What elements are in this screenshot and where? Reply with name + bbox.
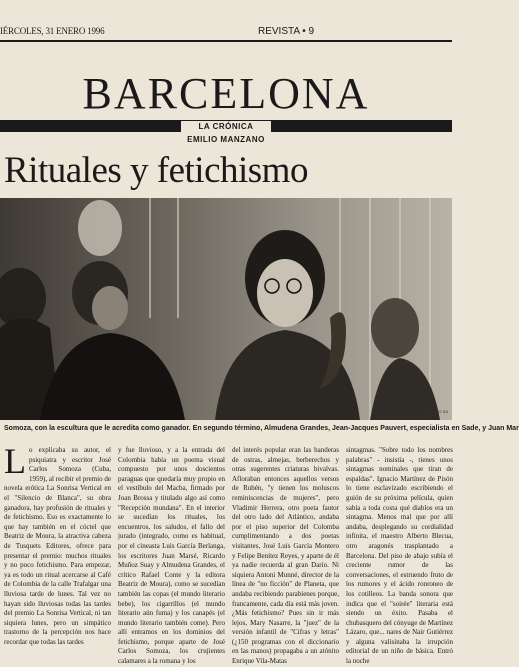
column-2-text: y fue lluvioso, y a la entrada del Colombia había un poema visual compuesto por unos doscientos paraguas que quedaría muy propio en el vestíbulo del Macba, firmado por Joan Brossa y titulado algo así como "Recepción mundana". En el interior se sucedían los rituales, los encuentros, los saludos, el fallo del jurado (integrado, como es habitual, por el cineasta Luis García Berlanga, los escritores Juan Marsé, Ricardo Muñoz Suay y Almudena Grandes, el crítico Rafael Conte y la editora Beatriz de Moura), como se sucedían también las copas (el mundo literario bebe), los cigarrillos (el mundo literario aún fuma) y los canapés (el mundo literario también come). Pero allí entramos en los dominios del fetichismo, porque aparte de José Carlos Somoza, los crujientes calamares a la romana y los (118, 446, 225, 666)
header-section: REVISTA • 9 (258, 26, 315, 37)
byline: EMILIO MANZANO (187, 135, 265, 144)
section-masthead: BARCELONA (82, 69, 370, 118)
column-3-text: del interés popular eran las banderas de ostras, almejas, berberechos y otras sugerentes criaturas bivalvas. Afloraban entonces aquellos versos de Rubén, "y tienen los moluscos reminiscencias de mujeres", pero Vladimir Herrera, otro poeta fautor del otro lado del Atlántico, andaba por el piso superior del Colomba cumplimentando a dos poetas visitantes, José Luis García Montero y Felipe Benítez Reyes, y aparte de él ya nadie recuerda al gran Darío. Ni siquiera Antoni Munné, director de la línea de "no ficción" de Planeta, que andaba recibiendo parabienes porque, francamente, cada día está más joven. ¿Más fetichismo? Pues sin ir más lejos, Mary Nasarre, la "juez" de la versión infantil de "Cifras y letras" (¿150 programas con el diccionario en las manos) propagaba a un atónito Enrique Vila-Matas (232, 446, 339, 666)
article-column-3 (232, 446, 339, 666)
photo-credit: PATRICIO SA (423, 409, 448, 414)
column-1-text: o explicaba su autor, el psiquiatra y escritor José Carlos Somoza (Cuba, 1959), al recibir el premio de novela erótica La Sonrisa Vertical en el "Silencio de Blanca", su obra ganadora, hay profusión de rituales y de fetichismo. Eso es exactamente lo que hay también en el cóctel que Beatriz de Moura, la atractiva cabeza de Tusquets Editores, ofrece para presentar el premio: muchos rituales y no poco fetichismo. Para empezar, ya es todo un ritual acercarse al Café de Colombia de la calle Trafalgar una lluviosa tarde de lunes. Tal vez no hayan sido lluviosas todas las tardes del premio La Sonrisa Vertical, ni tan siquiera lunes, pero un simpático trastorno de la percepción nos hace recordar que todas las tardes (4, 446, 111, 646)
article-column-2 (118, 446, 225, 666)
article-column-1 (4, 441, 111, 646)
header-rule (0, 40, 452, 42)
column-name: LA CRÓNICA (181, 121, 271, 132)
drop-cap: L (4, 441, 26, 481)
header-date: IÉRCOLES, 31 ENERO 1996 (0, 26, 105, 36)
article-headline: Rituales y fetichismo (4, 150, 308, 191)
column-4-text: sintagmas. "Sobre todo los nombres palabras" - insistía -, tienes unos sintagmas nominales que tiran de espaldas". Ignacio Martínez de Pisón lo tiene esclavizado escribiendo el guión de su próxima película, quien sabía a toda costa qué diablos era un sintagma. Menos mal que por allí andaba, desplegando su cordialidad infinita, el maestro Alberto Blecua, otro aragonés trasplantado a Barcelona. Del piso de abajo subía el creciente rumor de las conversaciones, el estruendo fruto de los rumores y el ácido ronroneo de los cotilleos. La banda sonora que indica que el "soirée" literaria está siendo un éxito. Pasaba el chubasquero del cónyuge de Martínez Lázaro, que... nares de Nair Gutiérrez y alguna valisinaba la irrupción editorial de un niño de básica. Entró la noche (346, 446, 453, 666)
article-column-4 (346, 446, 453, 666)
article-photo (0, 198, 452, 420)
article-body (0, 441, 453, 666)
photo-caption: Somoza, con la escultura que le acredita como ganador. En segundo término, Almudena Grandes, Jean-Jacques Pauvert, especialista en Sade, y Juan Mar (4, 425, 519, 432)
page-header (0, 26, 452, 38)
